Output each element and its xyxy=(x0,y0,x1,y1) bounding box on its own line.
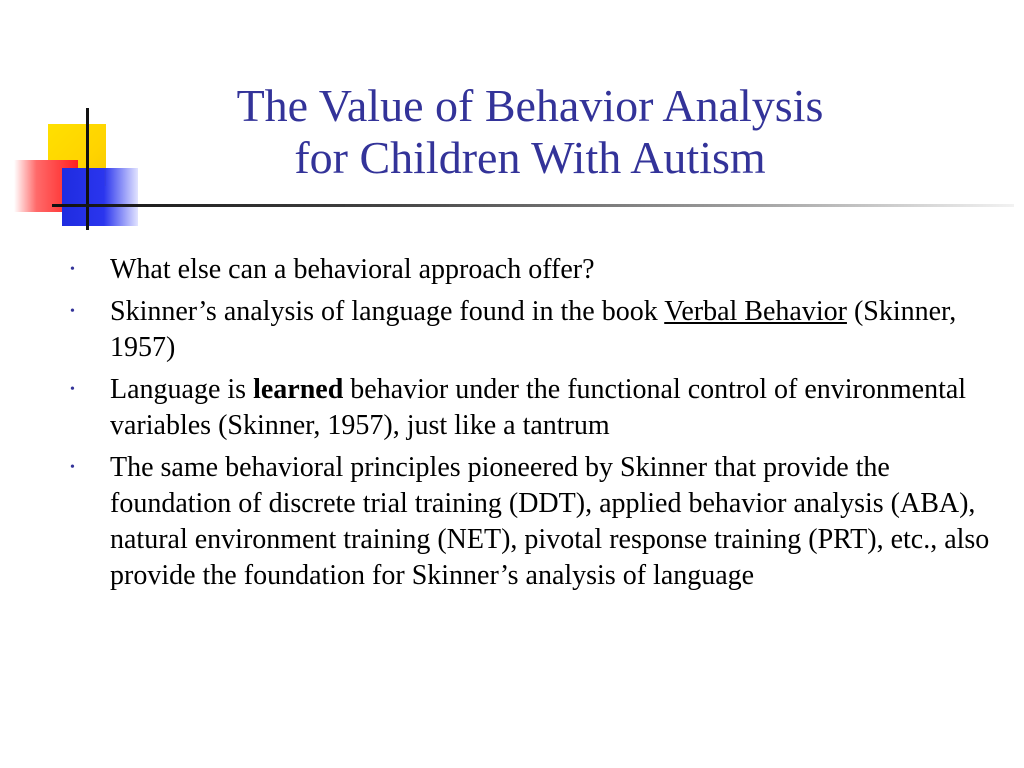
bullet-list xyxy=(66,252,1016,600)
bullet-dot-icon: • xyxy=(70,304,75,319)
bullet-item-3 xyxy=(66,372,1016,444)
emphasis-learned: learned xyxy=(253,374,344,405)
bullet-item-1 xyxy=(66,252,1016,288)
vertical-rule xyxy=(86,108,89,230)
slide-title xyxy=(160,80,900,184)
bullet-item-2 xyxy=(66,294,1016,366)
bullet-text-after: (Skinner, 1957) xyxy=(110,296,957,363)
title-line-2: for Children With Autism xyxy=(294,132,766,183)
title-line-1: The Value of Behavior Analysis xyxy=(236,80,824,131)
bullet-dot-icon: • xyxy=(70,262,75,277)
horizontal-rule xyxy=(52,204,1014,207)
bullet-dot-icon: • xyxy=(70,460,75,475)
bullet-text: The same behavioral principles pioneered by Skinner that provide the foundation of discrete trial training (DDT), applied behavior analysis (ABA), natural environment training (NET), pivotal response training (PRT), etc., also provide the foundation for Skinner’s analysis of language xyxy=(110,452,990,591)
book-title-verbal-behavior: Verbal Behavior xyxy=(664,296,847,327)
bullet-dot-icon: • xyxy=(70,382,75,397)
bullet-text: What else can a behavioral approach offer? xyxy=(110,254,595,285)
bullet-text-before: Language is xyxy=(110,374,254,405)
bullet-item-4 xyxy=(66,450,1016,594)
bullet-text-after: behavior under the functional control of environmental variables (Skinner, 1957), just like a tantrum xyxy=(110,374,967,441)
bullet-text-before: Skinner’s analysis of language found in the book xyxy=(110,296,665,327)
blue-square-shape xyxy=(62,168,138,226)
